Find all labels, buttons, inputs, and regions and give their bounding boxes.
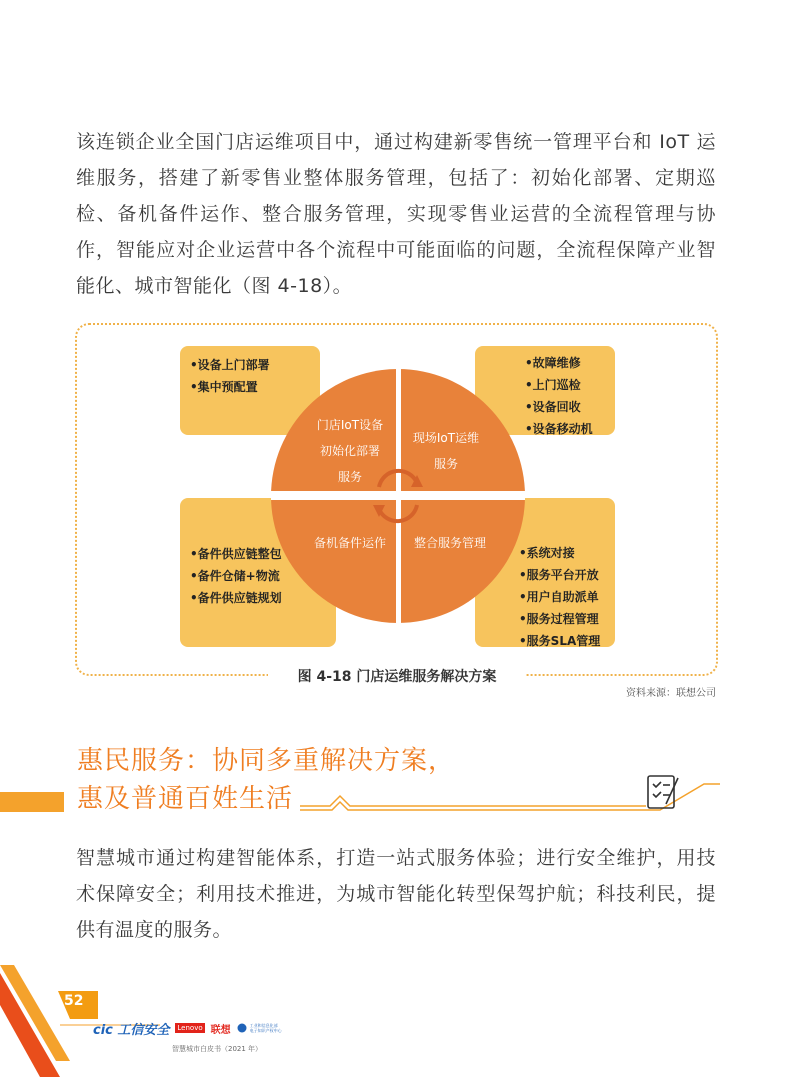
intro-paragraph: 该连锁企业全国门店运维项目中，通过构建新零售统一管理平台和 IoT 运维服务，搭建了新零售业整体服务管理，包括了：初始化部署、定期巡检、备机备件运作、整合服务管理，实现零售业运营的全流程管理与协作，智能应对企业运营中各个流程中可能面临的问题，全流程保障产业智能化、城市智能化（图 4-18）。	[76, 131, 716, 297]
closing-paragraph: 智慧城市通过构建智能体系，打造一站式服务体验；进行安全维护，用技术保障安全；利用技术推进，为城市智能化转型保驾护航；科技利民，提供有温度的服务。	[76, 847, 716, 941]
footer-subtitle: 智慧城市白皮书（2021 年）	[172, 1045, 263, 1053]
list-top-right	[525, 352, 603, 440]
figure-source: 资料来源：联想公司	[626, 688, 716, 699]
list-item: • 备件仓储+物流	[190, 565, 328, 587]
list-item: • 设备上门部署	[190, 354, 310, 376]
wheel-label-line: 初始化部署	[319, 444, 380, 458]
org-logo	[237, 1023, 282, 1033]
page-number: 52	[64, 993, 84, 1009]
section-title-decoration	[300, 770, 720, 820]
list-item: • 服务SLA管理	[519, 630, 607, 652]
list-item: • 系统对接	[519, 542, 607, 564]
wheel-divider-vertical	[396, 369, 401, 623]
lenovo-logo-text: 联想	[210, 1024, 231, 1036]
list-item: • 故障维修	[525, 352, 603, 374]
list-bottom-right	[519, 542, 607, 652]
org-logo-line: 工业和信息化部	[249, 1023, 278, 1028]
org-logo-text	[250, 1023, 282, 1033]
wheel-label-line: 现场IoT运维	[412, 431, 480, 445]
org-logo-line: 电子知识产权中心	[249, 1028, 282, 1033]
figure-caption: 图 4-18 门店运维服务解决方案	[268, 662, 526, 692]
checklist-icon	[648, 776, 678, 808]
list-item: • 备件供应链整包	[190, 543, 328, 565]
list-item: • 集中预配置	[190, 376, 310, 398]
wheel-label-line: 服务	[337, 470, 362, 484]
lenovo-logo: Lenovo	[177, 1024, 203, 1032]
wheel-label-line: 门店IoT设备	[316, 418, 384, 432]
list-item: • 服务过程管理	[519, 608, 607, 630]
footer-logos	[93, 1018, 282, 1038]
list-item: • 服务平台开放	[519, 564, 607, 586]
section-title-line: 惠民服务：协同多重解决方案，	[77, 746, 456, 776]
wheel-label-line: 备机备件运作	[313, 536, 386, 550]
wheel-label-bottom-right	[400, 530, 500, 556]
wheel-label-top-left	[300, 412, 400, 490]
wheel-label-bottom-left	[300, 530, 400, 556]
cic-logo: cic 工信安全	[93, 1022, 170, 1038]
list-item: • 设备移动机	[525, 418, 603, 440]
list-item: • 备件供应链规划	[190, 587, 328, 609]
service-wheel	[271, 369, 525, 623]
wheel-label-top-right	[402, 425, 490, 477]
wheel-label-line: 整合服务管理	[413, 536, 486, 550]
list-item: • 用户自助派单	[519, 586, 607, 608]
wheel-label-line: 服务	[433, 457, 458, 471]
section-accent-bar	[0, 792, 64, 812]
list-item: • 上门巡检	[525, 374, 603, 396]
section-title-line: 惠及普通百姓生活	[77, 784, 294, 814]
list-item: • 设备回收	[525, 396, 603, 418]
org-emblem-icon	[237, 1023, 247, 1033]
